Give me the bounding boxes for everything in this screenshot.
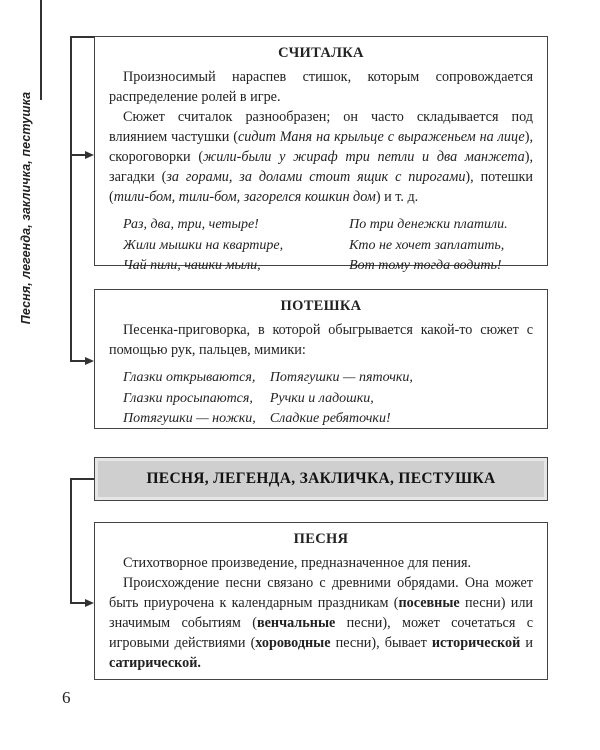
poem-line: Глазки открываются, <box>123 370 256 385</box>
poteshka-definition: Песенка-приговорка, в которой обыгрывается какой-то сюжет с помощью рук, пальцев, мимики: <box>109 322 533 358</box>
pesnya-definition: Стихотворное произведение, предназначенное для пения. <box>123 555 472 571</box>
poem-line: Жили мышки на квартире, <box>123 237 284 253</box>
poem-line: По три денежки платили. <box>349 217 508 232</box>
poem-line: Сладкие ребяточки! <box>269 411 391 426</box>
poteshka-poem <box>109 368 533 430</box>
connector-vertical-top <box>70 36 72 361</box>
schitalka-description: Сюжет считалок разнообразен; он часто складывается под влиянием частушки (сидит Маня на крыльце с выраженьем на лице), скороговорки (жили-были у жираф три петли и два манжета), загадки (за горами, за долами стоит ящик с пирогами), потешки (тили-бом, тили-бом, загорелся кошкин дом) и т. д. <box>109 109 534 205</box>
poem-line: Потягушки — пяточки, <box>269 370 413 385</box>
page-number: 6 <box>62 688 71 707</box>
connector-banner-stub <box>70 478 94 480</box>
poem-line: Ручки и ладошки, <box>269 390 374 406</box>
poem-line: Глазки просыпаются, <box>123 390 253 406</box>
schitalka-definition: Произносимый нараспев стишок, которым сопровождается распределение ролей в игре. <box>109 69 533 105</box>
connector-top-stub <box>70 36 94 38</box>
poteshka-box <box>94 289 548 429</box>
poem-line: Раз, два, три, четыре! <box>123 217 259 232</box>
poem-line: Вот тому тогда водить! <box>349 258 502 273</box>
side-section-label: Песня, легенда, закличка, пестушка <box>19 91 33 325</box>
poem-line: Потягушки — ножки, <box>123 411 256 426</box>
schitalka-poem <box>109 215 533 277</box>
schitalka-title: СЧИТАЛКА <box>278 45 364 61</box>
connector-schitalka <box>70 154 86 156</box>
schitalka-box <box>94 36 548 273</box>
poteshka-title: ПОТЕШКА <box>280 298 362 314</box>
arrow-schitalka-icon <box>85 151 94 159</box>
connector-vertical-bottom <box>70 478 72 602</box>
margin-rule <box>40 0 42 100</box>
pesnya-title: ПЕСНЯ <box>293 531 349 547</box>
pesnya-box <box>94 522 548 680</box>
arrow-pesnya-icon <box>85 599 94 607</box>
poem-line: Чай пили, чашки мыли, <box>123 258 261 273</box>
pesnya-description: Происхождение песни связано с древними обрядами. Она может быть приурочена к календарным праздникам (посевные песни) или значимым событиям (венчальные песни), может сочетаться с игровыми действиями (хороводные песни), бывает исторической и сатирической. <box>109 575 533 671</box>
connector-pesnya <box>70 602 86 604</box>
arrow-poteshka-icon <box>85 357 94 365</box>
connector-poteshka <box>70 360 86 362</box>
poem-line: Кто не хочет заплатить, <box>349 237 505 253</box>
section-banner: ПЕСНЯ, ЛЕГЕНДА, ЗАКЛИЧКА, ПЕСТУШКА <box>94 457 548 501</box>
